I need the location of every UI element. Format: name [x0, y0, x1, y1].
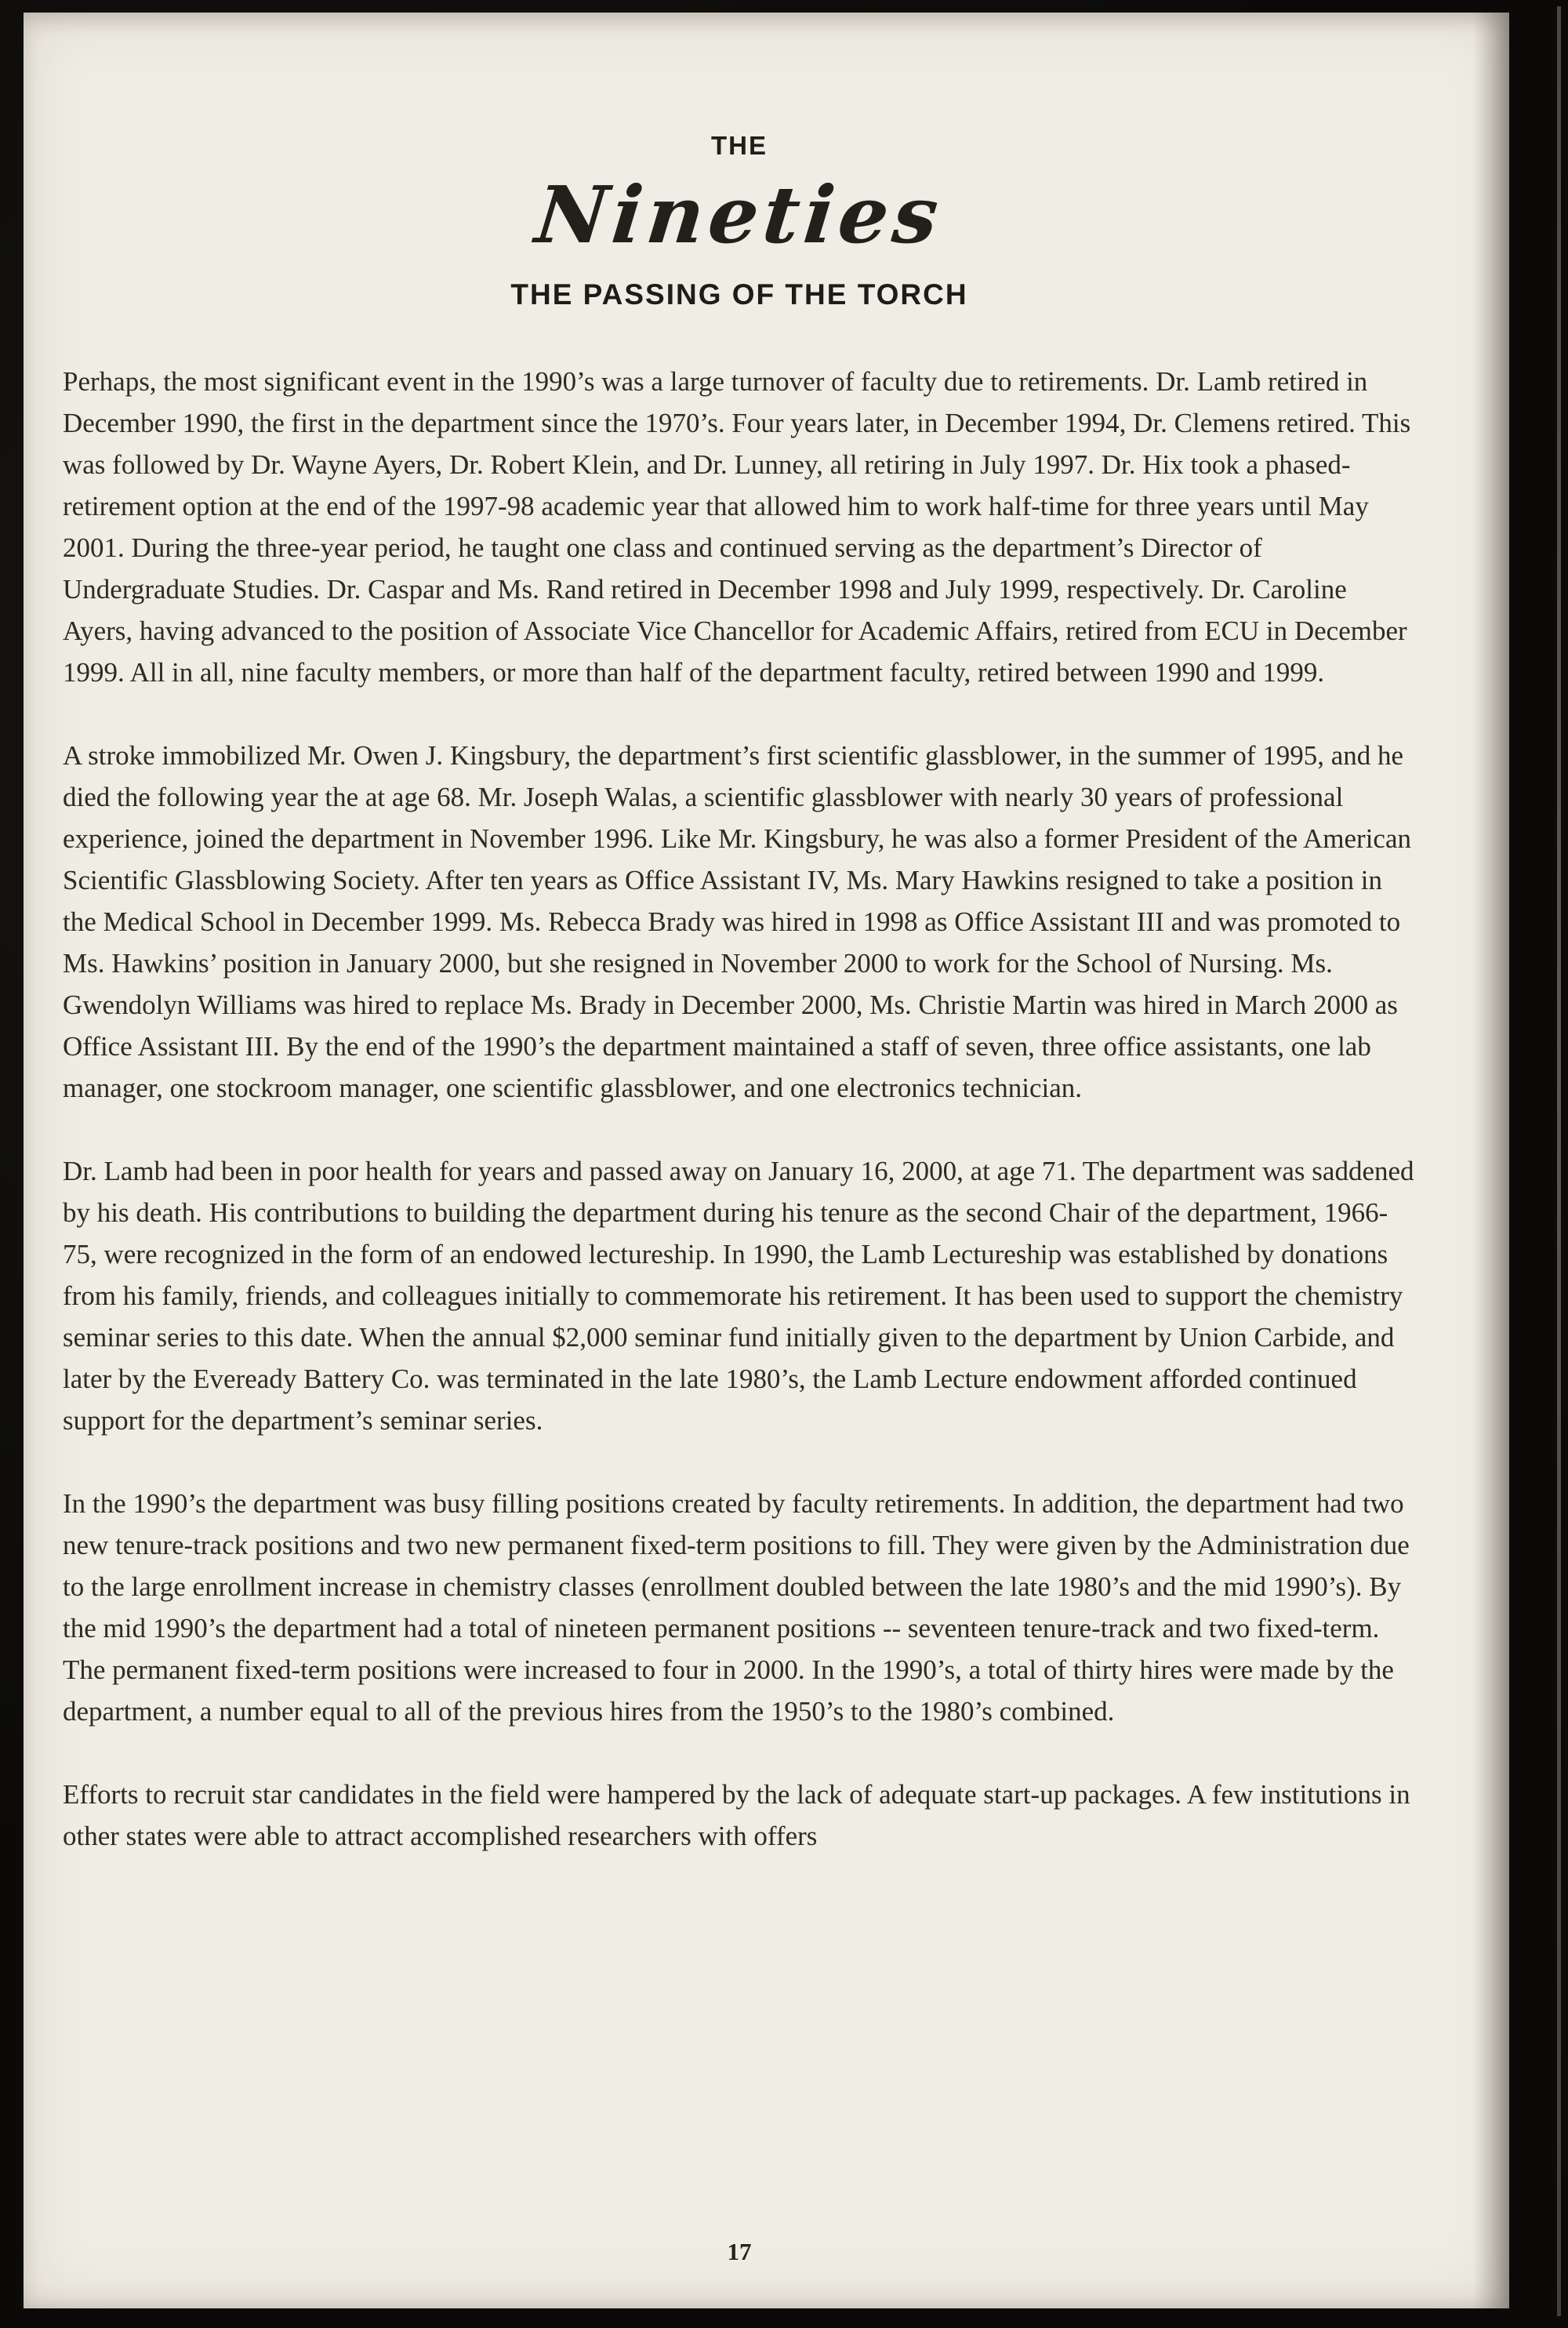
- adjacent-page-edge: [1557, 6, 1561, 2316]
- chapter-subtitle: THE PASSING OF THE TORCH: [510, 278, 968, 311]
- paragraph-positions: In the 1990’s the department was busy filling positions created by faculty retirements. In addition, the department had two new tenure-track positions and two new permanent fixed-term positions to fill. They were given by the Administration due to the large enrollment increase in chemistry classes (enrollment doubled between the late 1980’s and the mid 1990’s). By the mid 1990’s the department had a total of nineteen permanent positions -- seventeen tenure-track and two fixed-term. The permanent fixed-term positions were increased to four in 2000. In the 1990’s, a total of thirty hires were made by the department, a number equal to all of the previous hires from the 1950’s to the 1980’s combined.: [63, 1488, 1410, 1727]
- paragraph-retirements: Perhaps, the most significant event in the 1990’s was a large turnover of faculty due to retirements. Dr. Lamb retired in December 1990, the first in the department since the 1970’s. Four years later, in December 1994, Dr. Clemens retired. This was followed by Dr. Wayne Ayers, Dr. Robert Klein, and Dr. Lunney, all retiring in July 1997. Dr. Hix took a phased-retirement option at the end of the 1997-98 academic year that allowed him to work half-time for three years until May 2001. During the three-year period, he taught one class and continued serving as the department’s Director of Undergraduate Studies. Dr. Caspar and Ms. Rand retired in December 1998 and July 1999, respectively. Dr. Caroline Ayers, having advanced to the position of Associate Vice Chancellor for Academic Affairs, retired from ECU in December 1999. All in all, nine faculty members, or more than half of the department faculty, retired between 1990 and 1999.: [63, 366, 1411, 688]
- body-text: [63, 361, 1416, 1857]
- page-number: 17: [727, 2238, 752, 2265]
- paragraph-staff-changes: A stroke immobilized Mr. Owen J. Kingsbury, the department’s first scientific glassblower, in the summer of 1995, and he died the following year the at age 68. Mr. Joseph Walas, a scientific glassblower with nearly 30 years of professional experience, joined the department in November 1996. Like Mr. Kingsbury, he was also a former President of the American Scientific Glassblowing Society. After ten years as Office Assistant IV, Ms. Mary Hawkins resigned to take a position in the Medical School in December 1999. Ms. Rebecca Brady was hired in 1998 as Office Assistant III and was promoted to Ms. Hawkins’ position in January 2000, but she resigned in November 2000 to work for the School of Nursing. Ms. Gwendolyn Williams was hired to replace Ms. Brady in December 2000, Ms. Christie Martin was hired in March 2000 as Office Assistant III. By the end of the 1990’s the department maintained a staff of seven, three office assistants, one lab manager, one stockroom manager, one scientific glassblower, and one electronics technician.: [63, 740, 1411, 1103]
- chapter-kicker: THE: [711, 131, 768, 160]
- paragraph-lamb-lectureship: Dr. Lamb had been in poor health for years and passed away on January 16, 2000, at age 71. The department was saddened by his death. His contributions to building the department during his tenure as the second Chair of the department, 1966-75, were recognized in the form of an endowed lectureship. In 1990, the Lamb Lectureship was established by donations from his family, friends, and colleagues initially to commemorate his retirement. It has been used to support the chemistry seminar series to this date. When the annual $2,000 seminar fund initially given to the department by Union Carbide, and later by the Eveready Battery Co. was terminated in the late 1980’s, the Lamb Lecture endowment afforded continued support for the department’s seminar series.: [63, 1156, 1414, 1436]
- paragraph-recruiting: Efforts to recruit star candidates in the field were hampered by the lack of adequate start-up packages. A few institutions in other states were able to attract accomplished researchers with offers: [63, 1779, 1410, 1851]
- chapter-title-script: Nineties: [531, 169, 948, 261]
- document-page: [24, 13, 1509, 2308]
- page-content: [63, 13, 1416, 1857]
